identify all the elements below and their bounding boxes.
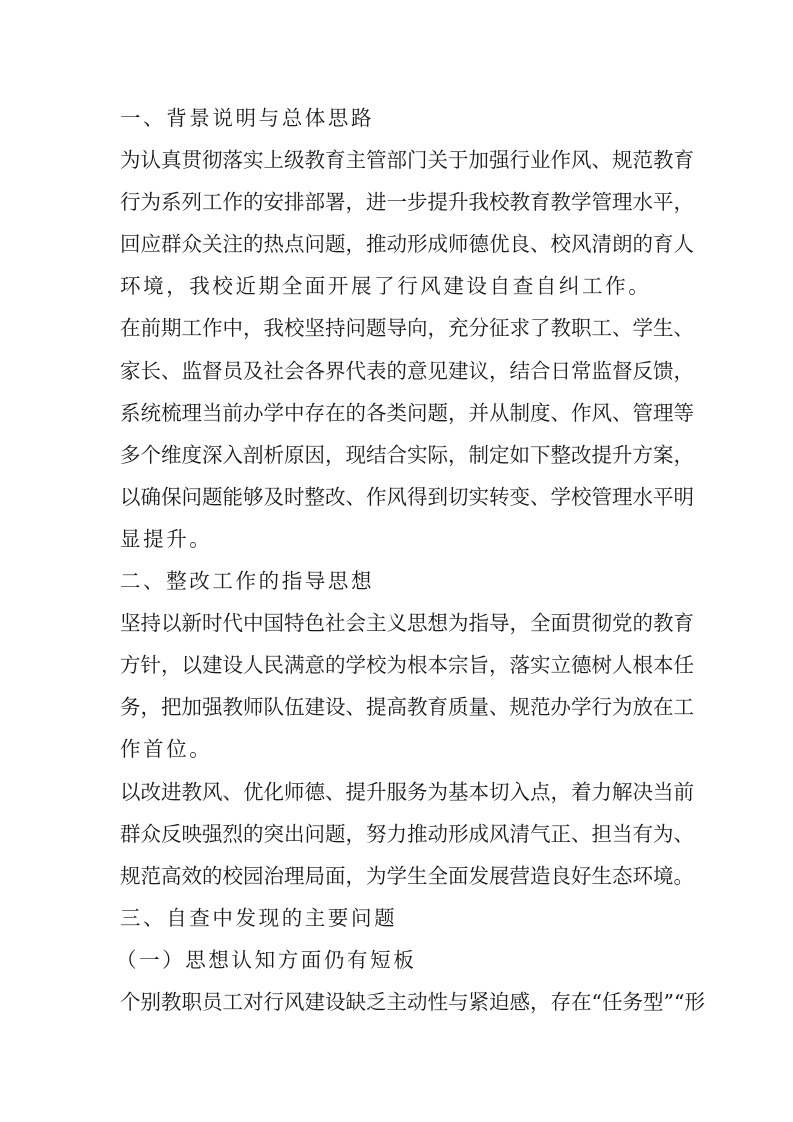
paragraph-line: 为认真贯彻落实上级教育主管部门关于加强行业作风、规范教育 (120, 148, 694, 173)
paragraph-prior-work (120, 311, 694, 564)
paragraph-problems (120, 985, 705, 1027)
paragraph-line: 务，把加强教师队伍建设、提高教育质量、规范办学行为放在工 (120, 695, 694, 720)
paragraph-line: 系统梳理当前办学中存在的各类问题，并从制度、作风、管理等 (120, 400, 694, 425)
paragraph-line: 作首位。 (120, 737, 213, 762)
section-heading-2: 二、整改工作的指导思想 (120, 569, 375, 594)
paragraph-line: 坚持以新时代中国特色社会主义思想为指导，全面贯彻党的教育 (120, 611, 694, 636)
paragraph-entry-point (120, 775, 694, 901)
paragraph-line: 方针，以建设人民满意的学校为根本宗旨，落实立德树人根本任 (120, 653, 694, 678)
subsection-heading-1: （一）思想认知方面仍有短板 (116, 947, 417, 972)
paragraph-line: 多个维度深入剖析原因，现结合实际，制定如下整改提升方案， (120, 442, 694, 467)
paragraph-line: 家长、监督员及社会各界代表的意见建议，结合日常监督反馈， (120, 358, 694, 383)
paragraph-line: 规范高效的校园治理局面，为学生全面发展营造良好生态环境。 (120, 863, 694, 888)
paragraph-line: 环境，我校近期全面开展了行风建设自查自纠工作。 (120, 274, 652, 299)
paragraph-line: 显提升。 (120, 526, 213, 551)
section-heading-3: 三、自查中发现的主要问题 (120, 905, 398, 930)
paragraph-line: 以确保问题能够及时整改、作风得到切实转变、学校管理水平明 (120, 484, 694, 509)
paragraph-line: 个别教职员工对行风建设缺乏主动性与紧迫感，存在“任务型”“形 (120, 989, 705, 1014)
section-heading-1: 一、背景说明与总体思路 (120, 106, 375, 130)
paragraph-line: 行为系列工作的安排部署，进一步提升我校教育教学管理水平， (120, 190, 694, 215)
paragraph-guiding-thought (120, 606, 694, 774)
paragraph-line: 以改进教风、优化师德、提升服务为基本切入点，着力解决当前 (120, 779, 694, 804)
paragraph-line: 回应群众关注的热点问题，推动形成师德优良、校风清朗的育人 (120, 232, 694, 257)
paragraph-line: 群众反映强烈的突出问题，努力推动形成风清气正、担当有为、 (120, 821, 694, 846)
paragraph-line: 在前期工作中，我校坚持问题导向，充分征求了教职工、学生、 (120, 316, 694, 341)
document-page (116, 101, 705, 1027)
paragraph-background (120, 143, 694, 311)
